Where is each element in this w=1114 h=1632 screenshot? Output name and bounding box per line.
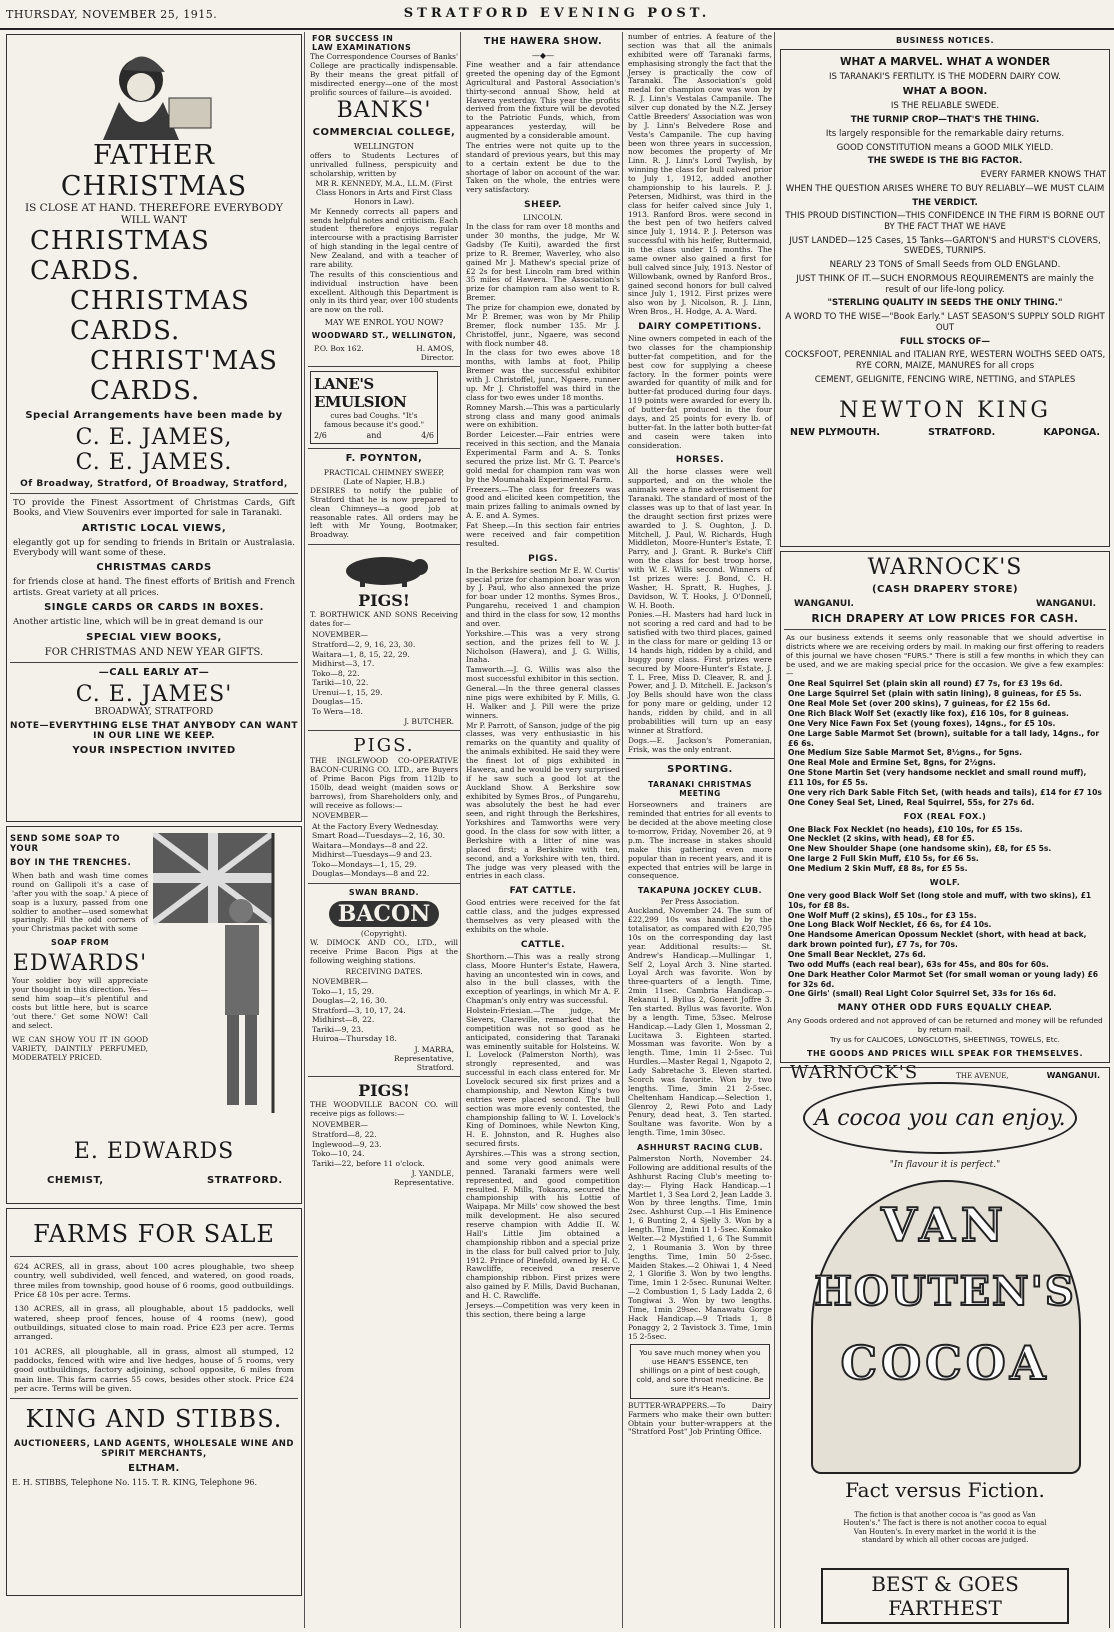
hawera-p16: Shorthorn.—This was a really strong class, Moore Hunter's Estate, Hawera, having an uncontested win in cows, and also in the bull classes, with the exception of yearlings, in which Mr A. F. Chapman's only entry was successful. (466, 951, 620, 1006)
heans-body: You save much money when you use HEAN'S ESSENCE, ten shillings on a pint of best cough, cold, and sore throat medicine. Be sure it's Hean's. (636, 1348, 764, 1393)
inglewood-dates (312, 822, 456, 879)
call-early: —CALL EARLY AT— (98, 666, 210, 678)
van-wordmark: VAN (881, 1198, 1009, 1252)
hawera-p8: Freezers.—The class for freezers was good and elicited keen competition, the main prizes falling to animals owned by A. E. and A. Symes. (466, 484, 620, 521)
town-stratford: STRATFORD. (928, 426, 996, 438)
edwards-soap-ad (6, 826, 302, 1204)
hawera-p4: The prize for champion ewe, donated by Mr P. Bremer, was won by Mr Philip Bremer, flock number 135. Mr J. Christoffel, junr., Ngaere, was second with flock number 48. (466, 303, 620, 348)
rich-drapery: RICH DRAPERY AT LOW PRICES FOR CASH. (811, 613, 1079, 625)
column-3: THE HAWERA SHOW. —◆— Fine weather and a fair attendance greeted the opening day of the Egmont Agricultural and Pastoral Association's thirty-second annual Show, held at Hawera yesterday. This year the profits derived from the fixture will be devoted to the Patriotic Funds, which, from appearances yesterday, will be augmented by a considerable amount. The entries were not quite up to the standard of previous years, but this may to a certain extent be due to the shortage of labor on account of the war. Taken on the whole, the entries were very satisfactory. SHEEP. LINCOLN. In the class for ram over 18 months and under 30 months, the judge, Mr W. Gadsby (Te Kuiti), awarded the first prize to R. Bremer, Waverley, who also gained Mr J. Mathew's special prize of £2 2s for best Lincoln ram bred within 35 miles of Hawera. The Association's prize for champion ram also went to R. Bremer. The prize for champion ewe, donated by Mr P. Bremer, was won by Mr Philip Bremer, flock number 135. Mr J. Christoffel, junr., Ngaere, was second with flock number 48. In the class for two ewes above 18 months, with lambs at foot, Philip Bremer was the successful exhibitor with J. Christoffel, junr., Ngaere, runner up. Mr J. Christoffel was third in the class for two ewes under 18 months. Romney Marsh.—This was a particularly strong class and many good animals were on exhibition. Border Leicester.—Fair entries were received in this section, and the Manaia Experimental Farm and A. S. Tonks secured the prize list. Mr G. T. Pearce's gold medal for champion ram was won by the Moumahaki Experimental Farm. Freezers.—The class for freezers was good and elicited keen competition, the main prizes falling to animals owned by A. E. and A. Symes. Fat Sheep.—In this section fair entries were received and fair competition resulted. PIGS. In the Berkshire section Mr E. W. Curtis' special prize for champion boar was won by J. Paul, who also annexed the prize for boar under 12 months. Symes Bros., Pungarehu, received 1 and champion and third in the class for sow, 12 months and over. Yorkshire.—This was a very strong section, and the prizes fell to W. J. Nicholson (Hawera), and J. G. Willis, Inaha. Tamworth.—J. G. Willis was also the most successful exhibitor in this section. General.—In the three general classes nine pigs were exhibited by F. Mills, G. H. Walker and J. Pill were the prize winners. Mr P. Parrott, of Sanson, judge of the pig classes, was very enthusiastic in his remarks on the quantity and quality of the animals exhibited. He said they were the finest lot of pigs exhibited in Hawera, and he would be very surprised if he saw such a good lot at the Auckland Show. A Berkshire sow exhibited by Symes Bros., of Pungarehu, was absolutely the best he had ever seen, and right through the Berkshires, Yorkshires and Tamworths were very good. In the class for sow with litter, a Berkshire with a litter of nine was placed first; a Berkshire with ten, second, and a Yorkshire with ten, third. The judge was very pleased with the entries in each class. FAT CATTLE. Good entries were received for the fat cattle class, and the judges expressed themselves as very pleased with the exhibits on the whole. CATTLE. Shorthorn.—This was a really strong class, Moore Hunter's Estate, Hawera, having an uncontested win in cows, and also in the bull classes, with the exception of yearlings, in which Mr A. F. Chapman's only entry was successful. Holstein-Friesian.—The judge, Mr Sievers, Clareville, remarked that the competition was not so good as he anticipated, considering that Taranaki was eminently suitable for Holsteins. W. I. Lovelock (Palmerston North), was strongly represented, and was successful in each class entered for. Mr Lovelock secured six first prizes and a championship, and Newton King's two entries were placed second. The bull section was more evenly contested, the championship falling to W. I. Lovelock's King of Dominoes, while Newton King, H. E. Johnston, and R. Hughes also secured firsts. Ayrshires.—This was a strong section, and some very good animals were penned. Taranaki farmers were well represented, and good competition resulted. F. Mills, Tokaora, secured the championship with his Lottie of Waipapa. Mr Mills' cow showed the best milk development. He also secured reserve champion with Addie II. W. Hall's Little Jim obtained a championship ribbon and a special prize in the class for bull calved prior to July, 1912. Prince of Pinefold, owned by H. C. Rawcliffe, received a reserve championship ribbon. First prizes were also gained by F. Mills, David Buchanan, and H. C. Rawcliffe. Jerseys.—Competition was very keen in this section, there being a large (464, 32, 623, 1628)
borthwick-date: Waitara—1, 8, 15, 22, 29. (312, 649, 410, 659)
eltham: ELTHAM. (128, 1463, 180, 1475)
cocoa-quote: "In flavour it is perfect." (889, 1160, 1001, 1170)
calicoes-line: Try us for CALICOES, LONGCLOTHS, SHEETINGS, TOWELS, Etc. (829, 1035, 1061, 1045)
full-stocks: FULL STOCKS OF— (899, 336, 991, 347)
inglewood-date: Toko—Mondays—1, 15, 29. (312, 859, 417, 869)
inglewood-intro: THE INGLEWOOD CO-OPERATIVE BACON-CURING CO. LTD., are Buyers of Prime Bacon Pigs from 112lb to 150lb, dead weight (maiden sows or barrows), from Shareholders only, and will receive as follows:— (310, 756, 458, 810)
hawera-p18: Ayrshires.—This was a strong section, and some very good animals were penned. Taranaki farmers were well represented, and good competition resulted. F. Mills, Tokaora, secured the championship with his Lottie of Waipapa. Mr Mills' cow showed the best milk development. He also secured reserve champion with Addie II. W. Hall's Little Jim obtained a championship ribbon and a special prize in the class for bull calved prior to July, 1912. Prince of Pinefold, owned by H. C. Rawcliffe, received a reserve championship ribbon. First prizes were also gained by F. Mills, David Buchanan, and H. C. Rawcliffe. (466, 1149, 620, 1300)
law-heading-2: LAW EXAMINATIONS (312, 43, 412, 52)
hawera-p14: Mr P. Parrott, of Sanson, judge of the pig classes, was very enthusiastic in his remarks on the quantity and quality of the animals exhibited. He said they were the finest lot of pigs exhibited in Hawera, and he would be very surprised if he saw such a good lot at the Auckland Show. A Berkshire sow exhibited by Symes Bros., of Pungarehu, was absolutely the best he had ever seen, and right through the Berkshires, Yorkshires and Tamworths were very good. In the class for sow with litter, a Berkshire with a litter of nine was placed first; a Berkshire with ten, second, and a Yorkshire with ten, third. The judge was very pleased with the entries in each class. (466, 720, 620, 881)
dairy-body: Nine owners competed in each of the two classes for the championship butter-fat competition, and for the best cow for supplying a cheese factory. In the former points were awarded for quantity of milk and for butter-fat produced during four days. 119 points were awarded for every lb. of butter-fat produced in the four days, and 25 points for every lb. of butter-fat. In the latter both butter-fat and casein were taken into consideration. (628, 334, 772, 450)
lanes-price-large: 4/6 (421, 430, 434, 440)
late-of-napier: (Late of Napier, H.B.) (343, 476, 425, 486)
real-fox-heading: FOX (REAL FOX.) (903, 811, 987, 821)
column-5 (778, 32, 1112, 1628)
issue-date: THURSDAY, NOVEMBER 25, 1915. (6, 8, 218, 21)
borthwick-date: Stratford—2, 9, 16, 23, 30. (312, 640, 416, 650)
law-heading-1: FOR SUCCESS IN (312, 34, 394, 43)
director-label: Director. (420, 353, 454, 363)
soap-from: SOAP FROM (50, 938, 110, 948)
swan-brand: SWAN BRAND. (348, 887, 420, 897)
representative: Representative, (394, 1053, 454, 1063)
lanes-and: and (366, 430, 382, 440)
xmas-body-1: TO provide the Finest Assortment of Christmas Cards, Gift Books, and View Souvenirs ever imported for sale in Taranaki. (13, 498, 295, 519)
fur-item: One New Shoulder Shape (one handsome skin), £8, for £5 5s. (788, 844, 1052, 854)
j-yandle: J. YANDLE, (411, 1169, 454, 1179)
christmas-cards-heading: CHRISTMAS CARDS (96, 562, 212, 574)
warnocks-intro: As our business extends it seems only reasonable that we should advertise in districts where we are receiving orders by mail. In making our first offering to readers of this journal we have chosen "FURS." There is still a few months in which they can be used, and we are making special price for the occasion. We give a few examples:— (786, 633, 1104, 678)
edwards-name: EDWARDS' (12, 951, 148, 977)
dairy-heading: DAIRY COMPETITIONS. (638, 322, 762, 332)
refund-line: Any Goods ordered and not approved of can be returned and money will be refunded by return mail. (787, 1016, 1103, 1035)
bacon-logo: BACON (329, 901, 439, 927)
borthwick-date: To Wera—18. (312, 706, 363, 716)
farms-for-sale-ad (6, 1208, 302, 1596)
fact-fiction: Fact versus Fiction. (845, 1478, 1045, 1502)
pigs-heading: PIGS. (528, 553, 558, 564)
woodville-intro: THE WOODVILLE BACON CO. will receive pigs as follows:— (310, 1099, 458, 1118)
kennedy-body: Mr Kennedy corrects all papers and sends helpful notes and criticism. Each student therefore enjoys regular intercourse with a practising Barrister of high standing in the legal centre of New Zealand, and with a teacher of rare ability. (310, 206, 458, 269)
dimock-date: Douglas—2, 16, 30. (312, 996, 388, 1006)
borthwick-date: Douglas—15. (312, 697, 363, 707)
dimock-intro: W. DIMOCK AND CO., LTD., will receive Prime Bacon Pigs at the following weighing stations. (310, 937, 458, 965)
van-houtens-cocoa-ad (780, 1067, 1110, 1628)
many-other-furs: MANY OTHER ODD FURS EQUALLY CHEAP. (837, 1003, 1053, 1014)
borthwick-date: Toko—8, 22. (312, 668, 360, 678)
newspaper-title: STRATFORD EVENING POST. (403, 6, 711, 21)
speak-line: THE GOODS AND PRICES WILL SPEAK FOR THEMSELVES. (807, 1048, 1083, 1058)
note-line: NOTE—EVERYTHING ELSE THAT ANYBODY CAN WANT IN OUR LINE WE KEEP. (10, 720, 299, 741)
lanes-emulsion-ad (310, 371, 438, 444)
christmas-cards-ad (6, 34, 302, 822)
farms-title: FARMS FOR SALE (33, 1220, 275, 1248)
horses-body: All the horse classes were well supported, and on the whole the animals were a fine advertisement for Taranaki. The standard of most of the classes was up to that of last year. In the draught section first prizes were awarded to J. S. Oughton, J. D. Mitchell, J. Paul, W. Richards, Hugh Middleton, Moore-Hunter's Estate, T. Parry, and J. Grant. R. Burke's Cliff won the class for best troop horse, with W. E. Wills second. Winners of 1st prizes were: J. Bond, C. H. Washer, H. Spratt, R. Hughes, J. Davidson, W. T. Hooks, J. O'Donnell, W. H. Booth. (628, 467, 772, 610)
dogs-body: Dogs.—E. Jackson's Pomeranian, Frisk, was the only entrant. (628, 735, 772, 754)
word-to-wise: A WORD TO THE WISE—"Book Early." LAST SEASON'S SUPPLY SOLD RIGHT OUT (785, 312, 1105, 333)
banks-offers: offers to Students Lectures of unrivalled fullness, perspicuity and scholarship, written by (310, 151, 458, 179)
special-view-books: SPECIAL VIEW BOOKS, (86, 631, 222, 643)
fur-item: One very rich Dark Sable Fitch Set, (with heads and tails), £14 for £7 10s (788, 787, 1102, 797)
farm-listing-2: 130 ACRES, all in grass, all ploughable, about 15 paddocks, well watered, sheep proof fences, house of 4 rooms (new), good outbuildings, situated close to main road. Price £23 per acre. Terms arranged. (14, 1304, 294, 1342)
fur-item: Two odd Muffs (each real bear), 63s for 45s, and 80s for 60s. (788, 959, 1049, 969)
special-arrangements: Special Arrangements have been made by (25, 410, 283, 421)
j-marra: J. MARRA, (414, 1044, 454, 1054)
wanganui-footer: WANGANUI. (1046, 1070, 1100, 1080)
fur-item: One Girls' (small) Real Light Color Squirrel Set, 33s for 16s 6d. (788, 989, 1057, 999)
wanganui-right: WANGANUI. (1036, 599, 1096, 609)
cocoa-wordmark: COCOA (840, 1336, 1050, 1390)
cash-drapery: (CASH DRAPERY STORE) (871, 584, 1019, 595)
ashhurst-results: Palmerston North, November 24. Following are additional results of the Ashhurst Racing Club's meeting to-day:— Flying Hack Handicap.—1 Martlet 1, 3 Sea Lord 2, Jean Ladde 3. Won by three lengths. Time, 1min 2sec. Ashhurst Cup.—1 His Eminence 1, 6 Bunting 2, 4 Sjelly 3. Won by a length. Time, 2min 11 1-5sec. Komako Welter.—2 Mystified 1, 6 The Summit 2, 1 Roumania 3. Won by three lengths. Time, 1min 50 2-5sec. Maiden Stakes.—2 Ohiwai 1, 4 Need 2, 1 Glorifie 3. Won by two lengths. Time, 1min 1 2-5sec. Rununai Welter.—2 Combustion 1, 5 Lady Ladda 2, 6 Tongiwai 3. Won by two lengths. Time, 1min 29sec. Manawatu Gorge Hack Handicap.—9 Triads 1, 8 Ponaggy 2, 2 Tavistock 3. Time, 1min 15 2-5sec. (628, 1154, 772, 1341)
heans-essence-ad (630, 1344, 770, 1398)
lincoln-heading: LINCOLN. (523, 213, 563, 223)
dimock-month: NOVEMBER— (312, 976, 368, 986)
inglewood-date: At the Factory Every Wednesday. (312, 821, 439, 831)
fur-item: One Small Bear Necklet, 27s 6d. (788, 950, 926, 959)
soap-body-1: When bath and wash time comes round on Gallipoli it's a case of 'after you with the soap.' A piece of soap is a luxury, passed from one soldier to another—used somewhat sparingly. Fill the odd corners of your Christmas packet with some (12, 871, 148, 934)
town-kaponga: KAPONGA. (1043, 426, 1100, 438)
hawera-p9: Fat Sheep.—In this section fair entries were received and fair competition resulted. (466, 521, 620, 548)
think-line: JUST THINK OF IT.—SUCH ENORMOUS REQUIREMENTS are mainly the result of our life-long policy. (796, 273, 1094, 295)
wolf-heading: WOLF. (929, 877, 961, 887)
hawera-p12: Tamworth.—J. G. Willis was also the most successful exhibitor in this section. (466, 665, 620, 684)
every-farmer: EVERY FARMER KNOWS THAT (980, 170, 1106, 181)
masthead (0, 0, 1114, 30)
single-cards-heading: SINGLE CARDS OR CARDS IN BOXES. (44, 602, 264, 614)
poynton-name: F. POYNTON, (345, 452, 423, 464)
question-line: WHEN THE QUESTION ARISES WHERE TO BUY RELIABLY—WE MUST CLAIM (785, 183, 1105, 194)
stratford-label: STRATFORD. (207, 1175, 283, 1186)
takapuna-heading: TAKAPUNA JOCKEY CLUB. (637, 886, 763, 896)
xmas-line-1: IS CLOSE AT HAND. THEREFORE EVERYBODY (25, 202, 283, 214)
houtens-wordmark: HOUTEN'S (814, 1268, 1076, 1315)
ce-james-2: C. E. JAMES. (75, 450, 233, 475)
banks-title: BANKS' (336, 98, 432, 124)
pigs-title-1: PIGS! (358, 591, 410, 611)
christmas-cards-3: CHRIST'MAS CARDS. (90, 346, 278, 406)
dimock-date: Tariki—9, 23. (312, 1024, 364, 1034)
dimock-date: Toko—1, 15, 29. (312, 986, 375, 996)
banks-results: The results of this conscientious and individual instruction have been excellent. Although this Department is only in its third year, over 100 students are now on the roll. (310, 269, 458, 315)
warnocks-footer: WARNOCK'S (790, 1061, 919, 1083)
cocoa-tagline: A cocoa you can enjoy. (814, 1105, 1066, 1131)
ponies-body: Ponies.—H. Masters had hard luck in not scoring a red card and had to be satisfied with two third places, gained in the class for mare or gelding 13 or 14 hands high, ridden by a child, and buggy pony class. First prizes were secured by Moore-Hunter's Estate, J. T. L. Free, Miss D. Cleaver, R. and J. Power, and J. D. Mitchell. E. Jackson's Joy Bells should have won the class for pony mare or gelding, under 12 hands, ridden by child, and in all probabilities will turn up an easy winner at Stratford. (628, 610, 772, 735)
borthwick-intro: T. BORTHWICK AND SONS Receiving dates for— (310, 610, 458, 628)
dimock-date: Midhirst—8, 22. (312, 1015, 375, 1025)
receiving-dates: RECEIVING DATES. (345, 966, 423, 976)
column-2 (308, 32, 461, 1628)
christmas-cards-2: CHRISTMAS CARDS. (70, 286, 250, 346)
lanes-price-small: 2/6 (314, 430, 327, 440)
fur-item: One Black Fox Necklet (no heads), £10 10s, for £5 15s. (788, 824, 1023, 834)
the-avenue: THE AVENUE, (956, 1071, 1009, 1080)
horses-heading: HORSES. (675, 455, 725, 466)
christmas-cards-1: CHRISTMAS CARDS. (30, 226, 210, 286)
proud-line: THIS PROUD DISTINCTION—THIS CONFIDENCE IN THE FIRM IS BORNE OUT BY THE FACT THAT WE HAVE (785, 211, 1105, 232)
soap-heading-1: SEND SOME SOAP TO YOUR (10, 834, 121, 854)
responsible-line: Its largely responsible for the remarkable dairy returns. (825, 128, 1065, 139)
e-edwards-signature: E. EDWARDS (73, 1139, 235, 1164)
xmas-body-2: elegantly got up for sending to friends in Britain or Australasia. Everybody will want some of these. (13, 537, 295, 559)
pigs-title-3: PIGS! (358, 1080, 410, 1100)
nearly-tons: NEARLY 23 TONS of Small Seeds from OLD ENGLAND. (829, 260, 1061, 271)
fur-item: One Medium 2 Skin Muff, £8 8s, for £5 5s. (788, 863, 968, 873)
swede-factor: THE SWEDE IS THE BIG FACTOR. (867, 156, 1023, 167)
christmas-meeting-heading: TARANAKI CHRISTMAS MEETING (648, 780, 752, 799)
lanes-title: LANE'S EMULSION (314, 375, 407, 412)
borthwick-date: Midhirst—3, 17. (312, 659, 375, 669)
broadway-stratford: BROADWAY, STRATFORD (94, 706, 214, 717)
fur-item: One Real Squirrel Set (plain skin all round) £7 7s, for £3 19s 6d. (788, 679, 1063, 689)
banks-address: WOODWARD ST., WELLINGTON, (311, 331, 457, 341)
soap-body-2: Your soldier boy will appreciate your thought in this direction. Yes—send him soap—it's plentiful and costs but little here, but is scarce 'out there.' Get some NOW! Call and select. (12, 976, 148, 1030)
dimock-date: Huiroa—Thursday 18. (312, 1034, 397, 1044)
hawera-p6: Romney Marsh.—This was a particularly strong class and many good animals were on exhibition. (466, 402, 620, 430)
stratford-label-2: Stratford. (416, 1062, 454, 1072)
sporting-heading: SPORTING. (667, 764, 733, 776)
borthwick-dates (312, 640, 456, 716)
woodville-date: Tariki—22, before 11 o'clock. (312, 1158, 425, 1168)
j-butcher: J. BUTCHER. (404, 717, 454, 727)
artistic-local-views: ARTISTIC LOCAL VIEWS, (81, 522, 227, 534)
hawera-p15: Good entries were received for the fat cattle class, and the judges expressed themselves as very pleased with the exhibits on the whole. (466, 898, 620, 934)
fur-item: One very good Black Wolf Set (long stole and muff, with two skins), £1 10s, for £8 8s. (788, 890, 1092, 910)
fur-item: One Real Mole and Ermine Set, 8gns, for 2½gns. (788, 758, 996, 768)
fur-item: One Coney Seal Set, Lined, Real Squirrel, 55s, for 27s 6d. (788, 797, 1035, 807)
telephones: E. H. STIBBS, Telephone No. 115. T. R. KING, Telephone 96. (12, 1478, 258, 1488)
cattle-heading: CATTLE. (520, 939, 566, 950)
fur-list-3 (788, 891, 1102, 999)
soldier-illustration (153, 833, 303, 1123)
just-landed: JUST LANDED—125 Cases, 15 Tanks—GARTON'S and HURST'S CLOVERS, SWEDES, TURNIPS. (789, 235, 1101, 257)
hawera-p1: Fine weather and a fair attendance greeted the opening day of the Egmont Agricultural and Pastoral Association's thirty-second annual Show, held at Hawera yesterday. This year the profits derived from the fixture will be devoted to the Patriotic Funds, which, from appearances yesterday, will be augmented by a considerable amount. (466, 60, 620, 140)
borthwick-date: Urenui—1, 15, 29. (312, 687, 383, 697)
fur-list-2 (788, 825, 1102, 874)
chimney-sweep: PRACTICAL CHIMNEY SWEEP, (323, 467, 445, 477)
fur-item: One Stone Martin Set (very handsome necklet and small round muff), £11 10s, for £5 5s. (788, 768, 1087, 787)
turnip-crop: THE TURNIP CROP—THAT'S THE THING. (850, 115, 1040, 126)
fur-item: One Handsome American Opossum Necklet (short, with head at back, dark brown pointed fur), £7 7s, for 70s. (788, 930, 1087, 950)
inglewood-date: Douglas—Mondays—8 and 22. (312, 869, 430, 879)
woodville-month: NOVEMBER— (312, 1119, 368, 1129)
column-4 (626, 32, 775, 1628)
fat-cattle-heading: FAT CATTLE. (509, 886, 577, 897)
po-box: P.O. Box 162. (314, 344, 364, 354)
hawera-show-title: THE HAWERA SHOW. (483, 36, 603, 47)
reliable-swede: IS THE RELIABLE SWEDE. (890, 101, 1000, 112)
soap-heading-2: BOY IN THE TRENCHES. (10, 858, 132, 868)
pig-illustration (314, 549, 454, 589)
fur-item: One Large Sable Marmot Set (brown), suitable for a tall lady, 14gns., for £6 6s. (788, 728, 1100, 748)
inglewood-date: Smart Road—Tuesdays—2, 16, 30. (312, 831, 446, 841)
inglewood-date: Midhirst—Tuesdays—9 and 23. (312, 850, 433, 860)
dimock-date: Stratford—3, 10, 17, 24. (312, 1005, 406, 1015)
farm-listing-1: 624 ACRES, all in grass, about 100 acres ploughable, two sheep country, well subdivided, well fenced, and watered, on good roads, three miles from township, good house of 6 rooms, good outbuildings. Price £8 10s per acre. Terms. (14, 1262, 294, 1300)
borthwick-month: NOVEMBER— (312, 629, 368, 639)
inglewood-month: NOVEMBER— (312, 811, 368, 821)
constitution-line: GOOD CONSTITUTION means a GOOD MILK YIELD. (836, 142, 1054, 153)
christmas-new-year-gifts: FOR CHRISTMAS AND NEW YEAR GIFTS. (44, 646, 264, 658)
fertility-line: IS TARANAKI'S FERTILITY. IS THE MODERN DAIRY COW. (829, 72, 1061, 83)
cocksfoot-line: COCKSFOOT, PERENNIAL and ITALIAN RYE, WESTERN WOLTHS SEED OATS, RYE CORN, MAIZE, MANURES for all crops (784, 350, 1106, 372)
dimock-dates (312, 987, 456, 1044)
representative-2: Representative. (394, 1178, 454, 1188)
ashhurst-heading: ASHHURST RACING CLUB. (636, 1143, 764, 1152)
column-1 (4, 32, 305, 1628)
king-and-stibbs: KING AND STIBBS. (25, 1405, 283, 1434)
father-christmas-illustration (79, 42, 229, 142)
xmas-line-2: WILL WANT (120, 214, 188, 226)
town-new-plymouth: NEW PLYMOUTH. (790, 426, 880, 438)
hawera-p11: Yorkshire.—This was a very strong section, and the prizes fell to W. J. Nicholson (Hawera), and J. G. Willis, Inaha. (466, 628, 620, 665)
auctioneers-line: AUCTIONEERS, LAND AGENTS, WHOLESALE WINE AND SPIRIT MERCHANTS, (14, 1439, 294, 1460)
fur-item: One Rich Black Wolf Set (exactly like fox), £16 10s, for 8 guineas. (788, 708, 1069, 718)
law-body: The Correspondence Courses of Banks' College are practically indispensable. By their means the great pitfall of misdirected energy—one of the most prolific sources of failure—is avoided. (310, 52, 458, 97)
fur-list-1 (788, 679, 1102, 807)
ce-james-3: C. E. JAMES' (75, 681, 233, 707)
chemist-label: CHEMIST, (47, 1175, 104, 1186)
wellington-label: WELLINGTON (353, 142, 415, 152)
christmas-meeting-body: Horseowners and trainers are reminded that entries for all events to be decided at the above meeting close to-morrow, Friday, November 26, at 9 p.m. The increase in stakes should make this gathering even more popular than in recent years, and it is expected that entries will be large in consequence. (628, 800, 772, 881)
borthwick-date: Tariki—10, 22. (312, 678, 369, 688)
hawera-p2: The entries were not quite up to the standard of previous years, but this may to a certain extent be due to the shortage of labor on account of the war. Taken on the whole, the entries were very satisfactory. (466, 140, 620, 195)
warnocks-ad (780, 551, 1110, 1083)
inglewood-date: Waitara—Mondays—8 and 22. (312, 840, 428, 850)
newton-king-ad (780, 49, 1110, 547)
fur-item: One Large Squirrel Set (plain with satin lining), 8 guineas, for £5 5s. (788, 689, 1082, 699)
enrol-line: MAY WE ENROL YOU NOW? (324, 318, 444, 328)
inspection-invited: YOUR INSPECTION INVITED (72, 744, 236, 756)
hawera-p3: In the class for ram over 18 months and under 30 months, the judge, Mr W. Gadsby (Te Kuiti), awarded the first prize to R. Bremer, Waverley, who also gained Mr J. Mathew's special prize of £2 2s for best Lincoln ram bred within 35 miles of Hawera. The Association's prize for champion ram also went to R. Bremer. (466, 222, 620, 303)
cement-line: CEMENT, GELIGNITE, FENCING WIRE, NETTING, and STAPLES (814, 374, 1076, 385)
hawera-p17: Holstein-Friesian.—The judge, Mr Sievers, Clareville, remarked that the competition was not so good as he anticipated, considering that Taranaki was eminently suitable for Holsteins. W. I. Lovelock (Palmerston North), was strongly represented, and was successful in each class entered for. Mr Lovelock secured six first prizes and a championship, and Newton King's two entries were placed second. The bull section was more evenly contested, the championship falling to W. I. Lovelock's King of Dominoes, while Newton King, H. E. Johnston, and R. Hughes also secured firsts. (466, 1006, 620, 1149)
jersey-continued: number of entries. A feature of the section was that all the animals exhibited were off Taranaki farms, emphasising strongly the fact that the Jersey is practically the cow of Taranaki. The Association's gold medal for champion cow was won by R. J. Linn's Vestalas Campanile. The silver cup donated by the N.Z. Jersey Cattle Breeders' Association was won by J. Linn's Belvedere Rose and Vesta's Campanile. The cup having been won three years in succession, now becomes the property of Mr Linn. R. J. Linn's Lord Twylish, by winning the class for bull calved prior to July 1, 1912, added another championship to his laurels. P. J. Petersen, Midhirst, was third in the class for heifer calved since July 1, 1913. Ranford Bros. were second in the best pen of two heifers calved since July 1, 1914. P. J. Peterson was successful with his heifer, Buttermaid, in the class under 15 months. The same owner also gained a first for bull calved since July, 1913. Nestor of Willowbank, owned by Ranford Bros., gained second honors for bull calved since July 1, 1912. First prizes were also won by J. Nicolson, R. J. Linn, Wren Bros., H. Hodge, A. A. Ward. (628, 32, 772, 317)
fur-item: One Wolf Muff (2 skins), £5 10s., for £3 15s. (788, 910, 977, 920)
hawera-p5: In the class for two ewes above 18 months, with lambs at foot, Philip Bremer was the successful exhibitor with J. Christoffel, junr., Ngaere, runner up. Mr J. Christoffel was third in the class for two ewes under 18 months. (466, 348, 620, 402)
father-christmas-title: FATHER CHRISTMAS (60, 140, 248, 202)
fur-item: One Long Black Wolf Necklet, £6 6s, for £4 10s. (788, 920, 992, 930)
pigs-title-2: PIGS. (353, 735, 415, 757)
hawera-p10: In the Berkshire section Mr E. W. Curtis' special prize for champion boar was won by J. Paul, who also annexed the prize for boar under 12 months. Symes Bros., Pungarehu, received 1 and champion and third in the class for sow, 12 months and over. (466, 565, 620, 628)
fur-item: One Necklet (2 skins, with head), £8 for £5. (788, 834, 975, 844)
woodville-date: Stratford—8, 22. (312, 1130, 377, 1140)
kennedy-credentials: MR R. KENNEDY, M.A., LL.M. (First Class Honors in Arts and First Class Honors in Law). (315, 179, 453, 206)
lanes-tagline: cures bad Coughs. "It's famous because it's good." (323, 411, 425, 429)
boon-line: WHAT A BOON. (902, 85, 988, 97)
woodville-date: Inglewood—9, 23. (312, 1139, 382, 1149)
commercial-college: COMMERCIAL COLLEGE, (312, 127, 456, 139)
xmas-body-3: for friends close at hand. The finest efforts of British and French artists. Great variety at all prices. (13, 577, 295, 598)
james-address: Of Broadway, Stratford, Of Broadway, Stratford, (20, 479, 288, 489)
xmas-body-4: Another artistic line, which will be in great demand is our (13, 617, 263, 628)
warnocks-title: WARNOCK'S (867, 555, 1023, 580)
hawera-p13: General.—In the three general classes nine pigs were exhibited by F. Mills, G. H. Walker and J. Pill were the prize winners. (466, 684, 620, 720)
fur-item: One Dark Heather Color Marmot Set (for small woman or young lady) £6 for 32s 6d. (788, 969, 1099, 989)
fact-body: The fiction is that another cocoa is "as good as Van Houten's." The fact is there is not another cocoa to equal Van Houten's. In every market in the world it is the standard by which all other cocoas are judged. (843, 1511, 1047, 1545)
newton-king-title: NEWTON KING (839, 397, 1051, 423)
h-amos: H. AMOS, (416, 344, 454, 354)
fur-item: One large 2 Full Skin Muff, £10 5s, for £6 5s. (788, 854, 979, 864)
best-goes-farthest: BEST & GOES FARTHEST (821, 1568, 1069, 1624)
fur-item: One Real Mole Set (over 200 skins), 7 guineas, for £2 15s 6d. (788, 699, 1051, 709)
press-association: Per Press Association. (660, 898, 740, 907)
woodville-dates (312, 1130, 456, 1168)
fur-item: One Very Nice Fawn Fox Set (young foxes), 14gns., for £5 10s. (788, 718, 1056, 728)
copyright-label: (Copyright). (360, 928, 408, 938)
sheep-heading: SHEEP. (524, 200, 562, 211)
sterling-line: "STERLING QUALITY IN SEEDS THE ONLY THING." (827, 298, 1063, 309)
farm-listing-3: 101 ACRES, all ploughable, all in grass, almost all stumped, 12 paddocks, fenced with wire and live hedges, house of 5 rooms, very good outbuildings, factory adjoining, school opposite, 6 miles from main line. This farm carries 55 cows, besides other stock. Price £24 per acre. Terms will be given. (14, 1346, 294, 1394)
hawera-p19: Jerseys.—Competition was very keen in this section, there being a large (466, 1300, 620, 1319)
takapuna-results: Auckland, November 24. The sum of £22,299 10s was handled by the totalisator, as compared with £20,795 10s on the corresponding day last year. Additional results:— St. Andrew's Handicap.—Mullingar 1, Self 2, Loyal Arch 3. Nine started. Loyal Arch was favorite. Won by three-quarters of a length. Time, 2min 11sec. Cambria Handicap.—Rekanui 1, Byllus 2, Gonerit Joffre 3. Ten started. Byllus was favorite. Won by a length. Time, 53sec. Melrose Handicap.—Lady Glen 1, Mossman 2, Lucitawa 3. Eighteen started. Mossman was favorite. Won by a length. Time, 1min 1l 2-5sec. Tui Hurdles.—Master Regal 1, Ngapoto 2, Lady Sabretache 3. Eleven started. Scorch was favorite. Won by two lengths. Time, 3min 21 2-5sec. Cheltenham Handicap.—Selection 1, Glenroy 2, Rewi Poto and Lady Penury, dead heat, 3. Ten started. Soultane was favorite. Won by a length. Time, 1min 30sec. (628, 906, 772, 1138)
marvel-line: WHAT A MARVEL. WHAT A WONDER (839, 56, 1051, 68)
business-notices: BUSINESS NOTICES. (895, 36, 994, 45)
wanganui-left: WANGANUI. (794, 599, 854, 609)
ce-james-1: C. E. JAMES, (75, 425, 233, 450)
woodville-date: Toko—10, 24. (312, 1149, 365, 1159)
soap-body-3: WE CAN SHOW YOU IT IN GOOD VARIETY, DAINTILY PERFUMED, MODERATELY PRICED. (12, 1035, 148, 1063)
sweep-body: DESIRES to notify the public of Stratford that he is now prepared to clean Chimneys—a good job at reasonable rates. All orders may be left with Mr Young, Bootmaker, Broadway. (310, 485, 458, 540)
fur-item: One Medium Size Sable Marmot Set, 8½gns., for 5gns. (788, 748, 1023, 758)
hawera-p7: Border Leicester.—Fair entries were received in this section, and the Manaia Experimental Farm and A. S. Tonks secured the prize list. Mr G. T. Pearce's gold medal for champion ram was won by the Moumahaki Experimental Farm. (466, 430, 620, 484)
verdict-line: THE VERDICT. (912, 197, 978, 208)
butter-wrappers: BUTTER-WRAPPERS.—To Dairy Farmers who make their own butter: Obtain your butter-wrappers at the "Stratford Post" Job Printing Office. (628, 1400, 772, 1437)
